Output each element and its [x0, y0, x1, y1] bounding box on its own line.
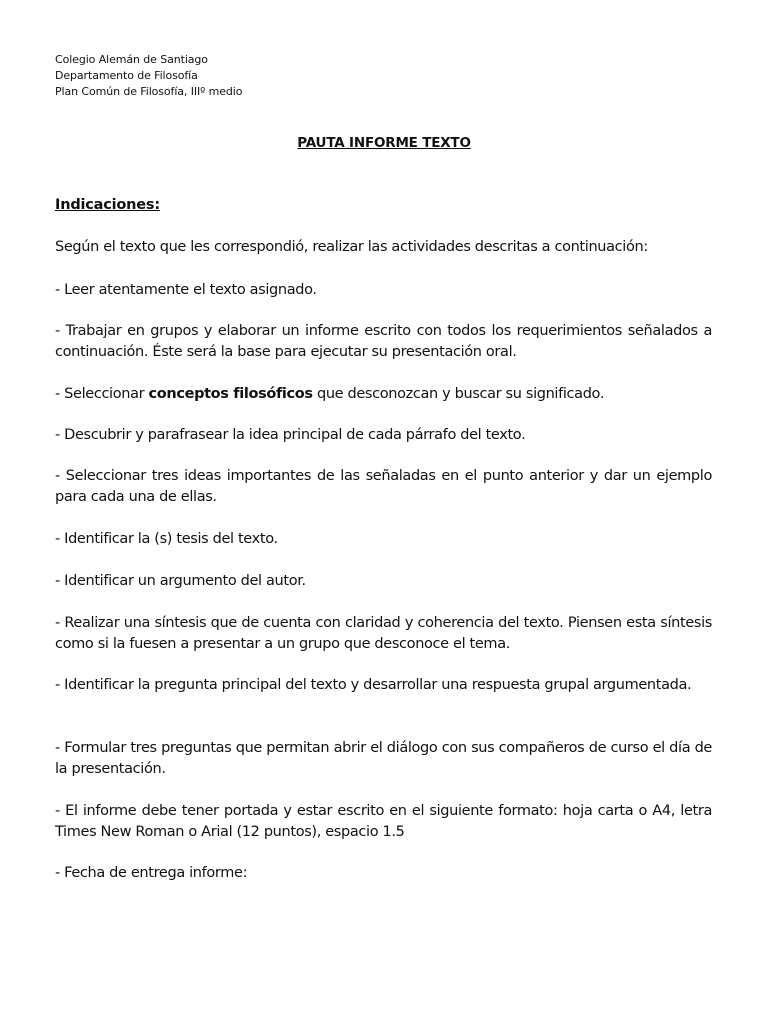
instruction-item-7: - Identificar un argumento del autor. — [55, 573, 306, 589]
instruction-item-5: - Seleccionar tres ideas importantes de las señaladas en el punto anterior y dar un ejemplo para cada una de ellas. — [55, 468, 712, 505]
section-heading: Indicaciones: — [55, 197, 160, 213]
instruction-item-12: - Fecha de entrega informe: — [55, 865, 248, 881]
instruction-item-3 — [55, 384, 712, 405]
instruction-item-3-prefix: - Seleccionar — [55, 386, 149, 402]
instruction-item-9: - Identificar la pregunta principal del texto y desarrollar una respuesta grupal argumentada. — [55, 677, 692, 693]
intro-paragraph: Según el texto que les correspondió, realizar las actividades descritas a continuación: — [55, 239, 648, 255]
instruction-item-1: - Leer atentamente el texto asignado. — [55, 282, 317, 298]
document-title: PAUTA INFORME TEXTO — [297, 135, 471, 151]
instruction-item-4: - Descubrir y parafrasear la idea principal de cada párrafo del texto. — [55, 427, 526, 443]
instruction-item-3-bold-term: conceptos filosóficos — [148, 386, 313, 402]
instruction-item-6: - Identificar la (s) tesis del texto. — [55, 531, 278, 547]
school-name: Colegio Alemán de Santiago — [55, 53, 208, 66]
instruction-item-8: - Realizar una síntesis que de cuenta con claridad y coherencia del texto. Piensen esta síntesis como si la fuesen a presentar a un grupo que desconoce el tema. — [55, 615, 712, 652]
instruction-item-11: - El informe debe tener portada y estar escrito en el siguiente formato: hoja carta o A4, letra Times New Roman o Arial (12 puntos), espacio 1.5 — [55, 803, 712, 840]
instruction-item-10: - Formular tres preguntas que permitan abrir el diálogo con sus compañeros de curso el día de la presentación. — [55, 740, 712, 777]
document-header — [55, 52, 242, 100]
course-plan: Plan Común de Filosofía, IIIº medio — [55, 85, 243, 98]
instruction-item-3-suffix: que desconozcan y buscar su significado. — [312, 386, 605, 402]
instruction-item-2: - Trabajar en grupos y elaborar un informe escrito con todos los requerimientos señalados a continuación. Éste será la base para ejecutar su presentación oral. — [55, 323, 712, 360]
department-name: Departamento de Filosofía — [55, 69, 198, 82]
